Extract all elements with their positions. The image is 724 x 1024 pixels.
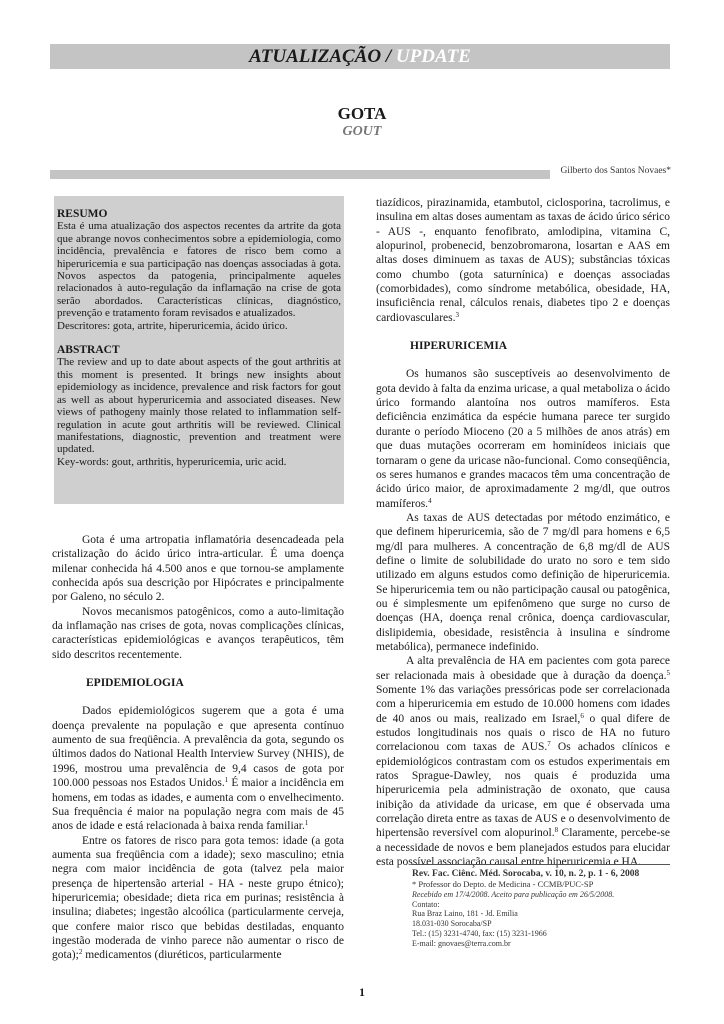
hyperuricemia-paragraph-1: Os humanos são susceptíveis ao desenvolvimento de gota devido à falta da enzima uricase, a qual metaboliza o ácido úrico formando alantoína nos outros mamíferos. Esta deficiência enzimática da espécie humana parece ter surgido durante o período Mioceno (20 a 5 milhões de anos atrás) em que duas mutações ocorreram em hominídeos iniciais que tornaram o gene da uricase não-funcional. Como conseqüência, os seres humanos e grandes macacos têm uma concentração de ácido úrico maior, de aproximadamente 2 mg/dl, que outros mamíferos.$^4$ [376, 368, 670, 510]
journal-citation: Rev. Fac. Ciênc. Méd. Sorocaba, v. 10, n. 2, p. 1 - 6, 2008 [412, 869, 640, 879]
contact-phone: Tel.: (15) 3231-4740, fax: (15) 3231-1966 [412, 928, 547, 938]
article-title: GOTA [337, 104, 387, 123]
author-bar [50, 170, 550, 179]
author-affiliation: * Professor do Depto. de Medicina - CCMB/PUC-SP [412, 879, 594, 889]
contact-label: Contato: [412, 899, 440, 909]
section-label-pt: ATUALIZAÇÃO / [249, 46, 392, 67]
footer-rule [412, 864, 670, 865]
right-column [376, 196, 670, 869]
resumo-keywords: Descritores: gota, artrite, hiperuricemia, ácido úrico. [57, 319, 288, 332]
contact-street: Rua Braz Laino, 181 - Jd. Emília [412, 909, 518, 919]
article-title-en: GOUT [342, 124, 382, 139]
continued-paragraph: tiazídicos, pirazinamida, etambutol, ciclosporina, tacrolimus, e insulina em altas doses aumentam as taxas de ácido úrico sérico - AUS -, enquanto fenofibrato, amlodipina, vitamina C, alopurinol, probenecid, benzobromarona, losartan e AAS em altas doses diminuem as taxas de AUS); substâncias tóxicas como chumbo (gota saturnínica) e doenças associadas (comorbidades), como síndrome metabólica, obesidade, HA, insuficiência renal, cálculos renais, diabetes tipo 2 e doenças cardiovasculares.$^3$ [376, 197, 670, 324]
epidemiology-paragraph-2: Entre os fatores de risco para gota temos: idade (a gota aumenta sua freqüência com a idade); sexo masculino; etnia negra com maior incidência de gota (talvez pela maior presença de hipertensão arterial - HA - neste grupo étnico); hiperuricemia; obesidade; dieta rica em purinas; resistência à insulina; diabetes; ingestão alcoólica (particularmente cerveja, que confere maior risco que bebidas destiladas, enquanto ingestão moderada de vinho parece não aumentar o risco de gota);$^2$ medicamentos (diuréticos, particularmente [52, 834, 344, 962]
epidemiology-heading: EPIDEMIOLOGIA [86, 677, 184, 690]
resumo-heading: RESUMO [57, 208, 108, 220]
hyperuricemia-paragraph-2: As taxas de AUS detectadas por método enzimático, e que definem hiperuricemia, são de 7 mg/dl para homens e 6,5 mg/dl para mulheres. A concentração de 6,8 mg/dl de AUS define o limite de solubilidade do urato no soro e tem sido utilizado em alguns estudos como definição de hiperuricemia. Se hiperuricemia tem ou não participação causal ou patogênica, ou é simplesmente um epifenômeno que surge no curso de doenças (HA, doença renal crônica, doença cardiovascular, dislipidemia, obesidade, resistência à insulina e síndrome metabólica), permanece indefinido. [376, 511, 670, 653]
abstract-keywords: Key-words: gout, arthritis, hyperuricemia, uric acid. [57, 455, 287, 468]
section-banner [50, 44, 670, 69]
contact-email[interactable]: E-mail: gnovaes@terra.com.br [412, 938, 511, 948]
intro-paragraph-1: Gota é uma artropatia inflamatória desencadeada pela cristalização do ácido úrico intra-articular. É uma doença milenar conhecida há 4.500 anos e que tornou-se amplamente conhecida após sua descrição por Hipócrates e principalmente por Galeno, no século 2. [52, 534, 344, 604]
article-footer [412, 864, 670, 949]
abstract-body: The review and up to date about aspects of the gout arthritis at this moment is presented. It brings new insights about epidemiology as incidence, prevalence and risk factors for gout as well as about hyperuricemia and associated diseases. New views of pathogeny mainly those related to inflammation self-regulation in acute gout arthritis will be reviewed. Clinical manifestations, diagnostic, prevention and treatment were updated. [57, 356, 341, 456]
abstract-heading: ABSTRACT [57, 344, 120, 357]
left-column [52, 533, 344, 963]
received-dates: Recebido em 17/4/2008. Aceito para publicação em 26/5/2008. [412, 889, 615, 899]
abstract-box [54, 196, 344, 504]
section-label-en: UPDATE [395, 46, 471, 67]
contact-city: 18.031-030 Sorocaba/SP [412, 919, 492, 929]
author-name: Gilberto dos Santos Novaes* [560, 166, 671, 176]
page-number: 1 [359, 985, 365, 999]
epidemiology-paragraph-1: Dados epidemiológicos sugerem que a gota é uma doença prevalente na população e que apresenta contínuo aumento de sua freqüência. A prevalência da gota, segundo os últimos dados do National Health Interview Survey (NHIS), de 1996, mostrou uma prevalência de 9,4 casos de gota por 100.000 pessoas nos Estados Unidos.$^1$ É maior a incidência em homens, em todas as idades, e aumenta com o envelhecimento. Sua frequência é maior na população negra com mais de 45 anos de idade e está relacionada à baixa renda familiar.$^1$ [52, 705, 344, 833]
intro-paragraph-2: Novos mecanismos patogênicos, como a auto-limitação da inflamação nas crises de gota, novas complicações clínicas, características epidemiológicas e avanços terapêuticos, têm sido descritos recentemente. [52, 605, 344, 661]
hyperuricemia-paragraph-3: A alta prevalência de HA em pacientes com gota parece ser relacionada mais à obesidade que à duração da doença.$^5$ Somente 1% das variações pressóricas pode ser correlacionada com a hiperuricemia em estudo de 10.000 homens com idades de 40 anos ou mais, realizado em Israel,$^6$ o qual difere de estudos longitudinais nos quais o risco de HA no futuro correlacionou com taxas de AUS.$^7$ Os achados clínicos e epidemiológicos contrastam com os estudos experimentais em ratos Sprague-Dawley, nos quais é produzida uma hiperuricemia pela administração de oxonato, que causa inibição da atividade da uricase, em que é observada uma correlação direta entre as taxas de AUS e o desenvolvimento de hipertensão reversível com alopurinol.$^8$ Claramente, percebe-se a necessidade de novos e bem planejados estudos para elucidar esta possível associação causal entre hiperuricemia e HA. [376, 655, 670, 869]
hyperuricemia-heading: HIPERURICEMIA [410, 340, 508, 353]
resumo-body: Esta é uma atualização dos aspectos recentes da artrite da gota que abrange novos conhecimentos sobre a epidemiologia, como incidência, prevalência e fatores de risco bem como a hiperuricemia e sua participação nas doenças associadas à gota. Novos aspectos da patogenia, principalmente aqueles relacionados à auto-regulação da inflamação na crise de gota serão abordados. Características clínicas, diagnóstico, prevenção e tratamento foram revisados e atualizados. [57, 220, 341, 320]
